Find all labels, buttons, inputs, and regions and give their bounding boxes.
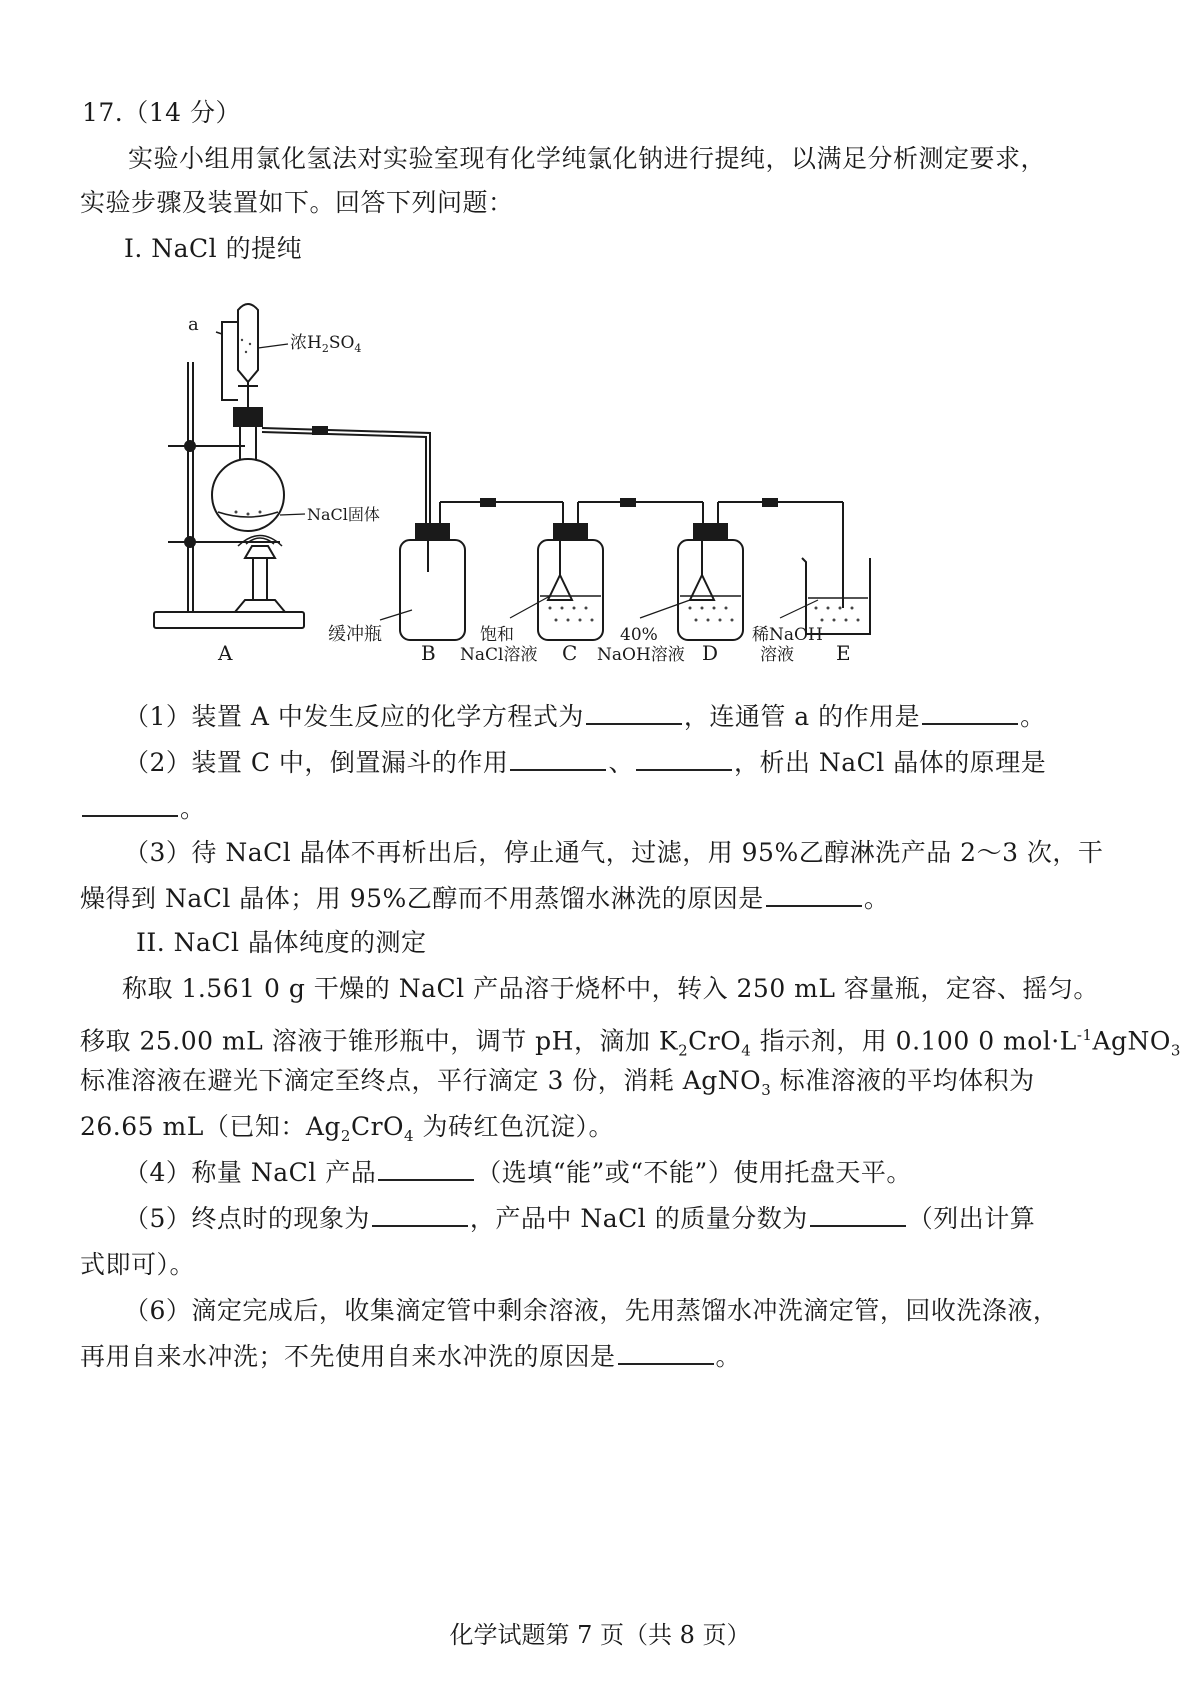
label-a: a (188, 314, 199, 335)
question-2-cont: 。 (80, 792, 206, 826)
question-points: （14 分） (123, 98, 242, 127)
apparatus-diagram (150, 300, 950, 725)
question-4: （4）称量 NaCl 产品 （选填“能”或“不能”）使用托盘天平。 (124, 1158, 912, 1187)
part2-title: II. NaCl 晶体纯度的测定 (136, 928, 427, 957)
round-bottom-flask (212, 459, 284, 531)
question-6-line1: （6）滴定完成后，收集滴定管中剩余溶液，先用蒸馏水冲洗滴定管，回收洗涤液， (124, 1296, 1059, 1325)
label-buffer-bottle: 缓冲瓶 (328, 624, 382, 645)
letter-A: A (218, 641, 233, 665)
label-c-line2: NaCl溶液 (460, 645, 538, 665)
question-5-cont: 式即可）。 (80, 1250, 196, 1279)
burner (235, 600, 285, 612)
bottle-D (678, 540, 743, 640)
answer-blank[interactable] (810, 1203, 906, 1227)
question-6-line2: 再用自来水冲洗；不先使用自来水冲洗的原因是 。 (80, 1342, 742, 1371)
label-conc-h2so4: 浓$H_2SO_4$ (290, 333, 362, 355)
answer-blank[interactable] (922, 701, 1018, 725)
part2-line3: 标准溶液在避光下滴定至终点，平行滴定 3 份，消耗 AgNO$_3$ 标准溶液的平均体积为 (80, 1066, 1035, 1099)
bottle-B (400, 540, 465, 640)
connecting-tube-a (222, 322, 238, 400)
answer-blank[interactable] (372, 1203, 468, 1227)
label-d-line2: NaOH溶液 (597, 645, 685, 665)
stand-base (154, 612, 304, 628)
label-d-line1: 40% (620, 625, 658, 645)
question-3-line2: 燥得到 NaCl 晶体；用 95%乙醇而不用蒸馏水淋洗的原因是 。 (80, 884, 890, 913)
part1-title: I. NaCl 的提纯 (124, 234, 303, 263)
label-e-line2: 溶液 (760, 645, 794, 665)
answer-blank[interactable] (378, 1157, 474, 1181)
page-footer: 化学试题第 7 页（共 8 页） (449, 1621, 751, 1649)
letter-D: D (702, 641, 719, 665)
letter-E: E (836, 641, 851, 665)
question-3-line1: （3）待 NaCl 晶体不再析出后，停止通气，过滤，用 95%乙醇淋洗产品 2～3 次，干 (124, 838, 1104, 867)
beaker-E (802, 558, 870, 634)
question-1: （1）装置 A 中发生反应的化学方程式为 ，连通管 a 的作用是 。 (124, 702, 1046, 731)
answer-blank[interactable] (82, 793, 178, 817)
question-header (82, 96, 241, 130)
label-c-line1: 饱和 (480, 625, 514, 645)
dropping-funnel (238, 304, 258, 382)
answer-blank[interactable] (636, 747, 732, 771)
answer-blank[interactable] (618, 1341, 714, 1365)
answer-blank[interactable] (510, 747, 606, 771)
label-e-line1: 稀NaOH (752, 625, 823, 645)
answer-blank[interactable] (586, 701, 682, 725)
letter-B: B (421, 641, 436, 665)
question-2: （2）装置 C 中，倒置漏斗的作用 、 ，析出 NaCl 晶体的原理是 (124, 748, 1047, 777)
question-5: （5）终点时的现象为 ，产品中 NaCl 的质量分数为 （列出计算 (124, 1204, 1036, 1233)
bottle-C (538, 540, 603, 640)
answer-blank[interactable] (766, 883, 862, 907)
question-number: 17. (82, 98, 124, 127)
part2-line1: 称取 1.561 0 g 干燥的 NaCl 产品溶于烧杯中，转入 250 mL 容量瓶，定容、摇匀。 (122, 974, 1099, 1003)
label-nacl-solid: NaCl固体 (307, 505, 380, 524)
part2-line4: 26.65 mL（已知：$Ag_2CrO_4$ 为砖红色沉淀）。 (80, 1112, 615, 1145)
intro-line-1: 实验小组用氯化氢法对实验室现有化学纯氯化钠进行提纯，以满足分析测定要求， (128, 144, 1047, 173)
part2-line2: 移取 25.00 mL 溶液于锥形瓶中，调节 pH，滴加 $K_2CrO_4$ 指示剂，用 0.100 0 $mol\cdot L^{-1}AgNO_3$ (80, 1026, 1181, 1060)
intro-line-2: 实验步骤及装置如下。回答下列问题： (80, 188, 514, 217)
letter-C: C (562, 641, 578, 665)
